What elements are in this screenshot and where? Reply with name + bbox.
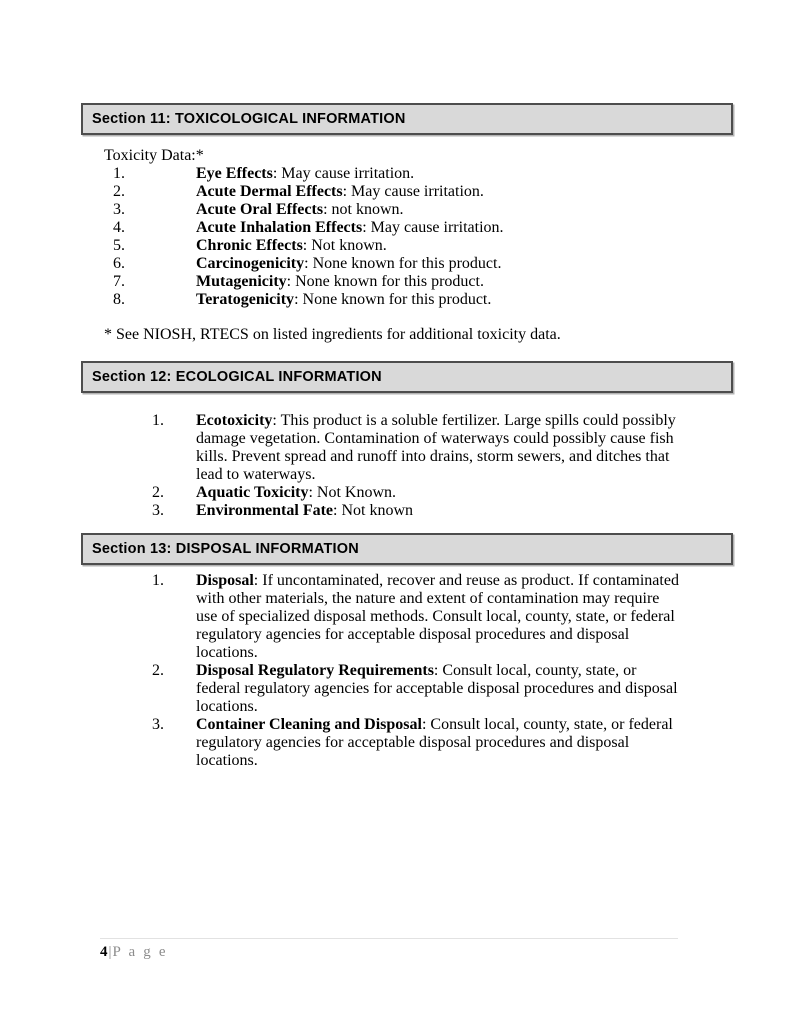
list-item — [113, 273, 693, 291]
section-header-toxicological-information — [81, 103, 733, 135]
list-item-body — [196, 165, 693, 183]
disposal-information-list — [152, 572, 682, 770]
section-header-title: Section 11: TOXICOLOGICAL INFORMATION — [92, 111, 406, 127]
list-item-text: : None known for this product. — [286, 273, 484, 290]
list-item — [113, 255, 693, 273]
list-item-number: 8. — [113, 291, 125, 308]
list-item-number: 1. — [152, 572, 164, 589]
list-item — [152, 662, 682, 716]
list-item-label: Acute Dermal Effects — [196, 183, 343, 200]
list-item-label: Mutagenicity — [196, 273, 287, 290]
list-item — [152, 412, 682, 484]
list-item — [152, 502, 682, 520]
ecological-information-list — [152, 412, 682, 520]
footer-separator: | — [108, 944, 112, 960]
list-item-number: 2. — [152, 484, 164, 501]
toxicity-footnote: * See NIOSH, RTECS on listed ingredients for additional toxicity data. — [104, 326, 561, 343]
footer-page-number — [100, 943, 168, 961]
list-item-text: : May cause irritation. — [342, 183, 484, 200]
list-item-number: 1. — [152, 412, 164, 429]
list-item-number: 6. — [113, 255, 125, 272]
list-item — [113, 201, 693, 219]
toxicity-data-label: Toxicity Data:* — [104, 147, 204, 164]
list-item-body — [196, 219, 693, 237]
list-item-body — [196, 716, 682, 770]
list-item-body — [196, 255, 693, 273]
list-item-text: : This product is a soluble fertilizer. Large spills could possibly damage vegetation. Contamination of waterways could possibly cause fish kills. Prevent spread and runoff into drains, storm sewers, and ditches that lead to waterways. — [196, 412, 676, 483]
footer-page-word: P a g e — [112, 944, 168, 960]
list-item — [113, 183, 693, 201]
list-item-label: Disposal Regulatory Requirements — [196, 662, 434, 679]
list-item-label: Environmental Fate — [196, 502, 334, 519]
list-item-body — [196, 662, 682, 716]
list-item-number: 3. — [113, 201, 125, 218]
list-item-number: 2. — [152, 662, 164, 679]
list-item-text: : May cause irritation. — [362, 219, 504, 236]
list-item-body — [196, 484, 682, 502]
list-item-body — [196, 201, 693, 219]
list-item-label: Container Cleaning and Disposal — [196, 716, 422, 733]
list-item-number: 7. — [113, 273, 125, 290]
list-item-label: Aquatic Toxicity — [196, 484, 309, 501]
list-item-text: : Not Known. — [308, 484, 397, 501]
footer-page-digit: 4 — [100, 944, 108, 960]
list-item — [152, 716, 682, 770]
list-item-number: 5. — [113, 237, 125, 254]
list-item-label: Ecotoxicity — [196, 412, 273, 429]
list-item-body — [196, 237, 693, 255]
list-item — [113, 165, 693, 183]
list-item-text: : If uncontaminated, recover and reuse as product. If contaminated with other materials, the nature and extent of contamination may require use of specialized disposal methods. Consult local, county, state, or federal regulatory agencies for acceptable disposal procedures and disposal locations. — [196, 572, 679, 661]
list-item — [113, 237, 693, 255]
list-item-text: : Consult local, county, state, or federal regulatory agencies for acceptable disposal procedures and disposal locations. — [196, 716, 673, 769]
footer-divider — [100, 938, 678, 939]
list-item-number: 3. — [152, 716, 164, 733]
list-item-label: Teratogenicity — [196, 291, 295, 308]
list-item-body — [196, 502, 682, 520]
section-header-title: Section 12: ECOLOGICAL INFORMATION — [92, 369, 382, 385]
list-item — [113, 291, 693, 309]
list-item-number: 4. — [113, 219, 125, 236]
list-item-body — [196, 412, 682, 484]
list-item — [152, 572, 682, 662]
list-item-label: Disposal — [196, 572, 254, 589]
list-item-number: 3. — [152, 502, 164, 519]
section-header-disposal-information — [81, 533, 733, 565]
list-item-text: : Not known. — [302, 237, 387, 254]
list-item-text: : None known for this product. — [294, 291, 492, 308]
list-item-number: 2. — [113, 183, 125, 200]
list-item-label: Acute Inhalation Effects — [196, 219, 363, 236]
list-item-label: Carcinogenicity — [196, 255, 305, 272]
list-item-number: 1. — [113, 165, 125, 182]
section-header-ecological-information — [81, 361, 733, 393]
list-item-text: : Consult local, county, state, or federal regulatory agencies for acceptable disposal procedures and disposal locations. — [196, 662, 678, 715]
list-item-text: : Not known — [333, 502, 414, 519]
list-item-text: : not known. — [323, 201, 404, 218]
list-item-text: : May cause irritation. — [272, 165, 415, 182]
list-item-body — [196, 273, 693, 291]
toxicity-data-list — [113, 165, 693, 309]
list-item — [113, 219, 693, 237]
list-item-body — [196, 183, 693, 201]
list-item — [152, 484, 682, 502]
list-item-body — [196, 291, 693, 309]
list-item-body — [196, 572, 682, 662]
list-item-text: : None known for this product. — [304, 255, 502, 272]
list-item-label: Chronic Effects — [196, 237, 303, 254]
list-item-label: Eye Effects — [196, 165, 273, 182]
list-item-label: Acute Oral Effects — [196, 201, 324, 218]
section-header-title: Section 13: DISPOSAL INFORMATION — [92, 541, 359, 557]
